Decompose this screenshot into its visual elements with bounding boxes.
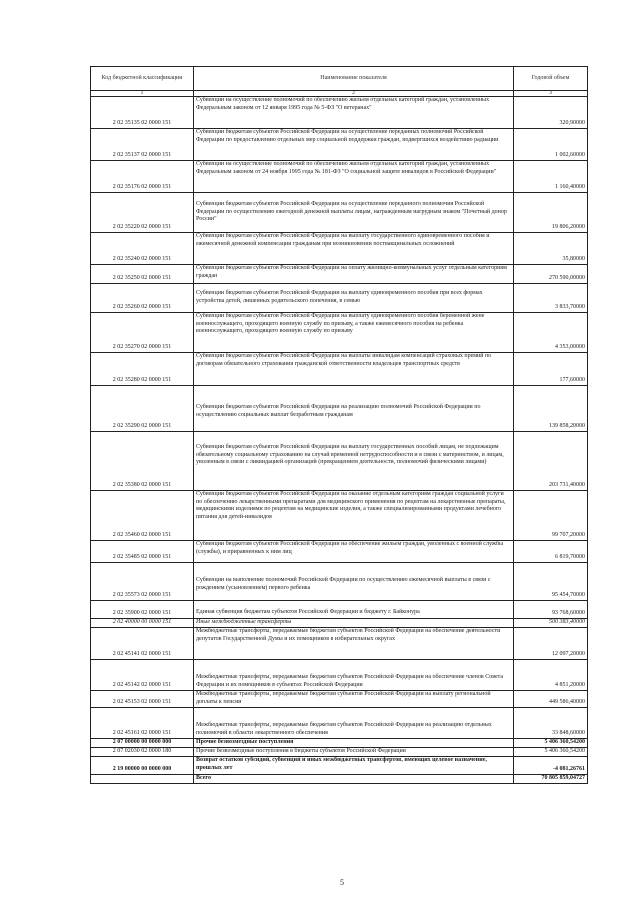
table-row [91, 284, 588, 313]
row-code: 2 07 00000 00 0000 000 [91, 739, 194, 748]
row-name: Прочие безвозмездные поступления в бюджеты субъектов Российской Федерации [194, 748, 514, 757]
row-name: Субвенции бюджетам субъектов Российской Федерации на выплату государственного единовременного пособия и ежемесячной денежной компенсации гражданам при возникновении поствакцинальных осложнений [194, 233, 514, 265]
row-value: -4 081,26761 [514, 757, 588, 775]
row-code: 2 02 35270 02 0000 151 [91, 313, 194, 353]
row-value: 4 851,20000 [514, 660, 588, 691]
table-row [91, 193, 588, 233]
table-row [91, 660, 588, 691]
row-value: 95 454,70000 [514, 563, 588, 601]
row-value: 35,80000 [514, 233, 588, 265]
row-value: 1 002,60000 [514, 129, 588, 161]
row-code: 2 02 35290 02 0000 151 [91, 386, 194, 432]
row-name: Межбюджетные трансферты, передаваемые бюджетам субъектов Российской Федерации на обеспечение деятельности депутатов Государственной Думы и их помощников в избирательных округах [194, 628, 514, 660]
row-value: 4 353,00000 [514, 313, 588, 353]
row-value: 500 383,40000 [514, 619, 588, 628]
row-name: Субвенции бюджетам субъектов Российской Федерации на выплату государственных пособий лицам, не подлежащим обязательному социальному страхованию на случай временной нетрудоспособности и в связи с материнством, и лицам, уволенным в связи с ликвидацией организаций (прекращением деятельности, полномочий физическими лицами) [194, 432, 514, 491]
row-code [91, 775, 194, 784]
table-row [91, 233, 588, 265]
row-name: Субвенции на осуществление полномочий по обеспечению жильем отдельных категорий граждан, установленных Федеральным законом от 12 января 1995 года № 5-ФЗ "О ветеранах" [194, 97, 514, 129]
table-row [91, 563, 588, 601]
column-number: 1 [91, 91, 194, 97]
row-value: 177,60000 [514, 353, 588, 386]
row-name: Межбюджетные трансферты, передаваемые бюджетам субъектов Российской Федерации на обеспечение членов Совета Федерации и их помощников в субъектах Российской Федерации [194, 660, 514, 691]
page-number: 5 [340, 878, 344, 887]
row-name: Межбюджетные трансферты, передаваемые бюджетам субъектов Российской Федерации на реализацию отдельных полномочий в области лекарственного обеспечения [194, 708, 514, 739]
row-code: 2 02 35260 02 0000 151 [91, 284, 194, 313]
row-name: Субвенции бюджетам субъектов Российской Федерации на оплату жилищно-коммунальных услуг отдельным категориям граждан [194, 265, 514, 284]
table-row [91, 491, 588, 541]
row-code: 2 02 35380 02 0000 151 [91, 432, 194, 491]
row-value: 139 858,20000 [514, 386, 588, 432]
row-code: 2 02 35240 02 0000 151 [91, 233, 194, 265]
row-code: 2 02 45141 02 0000 151 [91, 628, 194, 660]
column-number: 2 [194, 91, 514, 97]
row-name: Субвенции бюджетам субъектов Российской Федерации на выплату единовременного пособия беременной жене военнослужащего, проходящего военную службу по призыву, а также ежемесячного пособия на ребенка военнослужащего, проходящего военную службу по призыву [194, 313, 514, 353]
row-name: Субвенции бюджетам субъектов Российской Федерации на выплаты инвалидам компенсаций страховых премий по договорам обязательного страхования гражданской ответственности владельцев транспортных средств [194, 353, 514, 386]
table-row [91, 541, 588, 563]
table-row [91, 628, 588, 660]
row-name: Единая субвенция бюджетам субъектов Российской Федерации и бюджету г. Байконура [194, 601, 514, 619]
row-code: 2 02 35135 02 0000 151 [91, 97, 194, 129]
row-code: 2 02 35176 02 0000 151 [91, 161, 194, 193]
row-name: Иные межбюджетные трансферты [194, 619, 514, 628]
row-value: 12 097,20000 [514, 628, 588, 660]
header-value: Годовой объем [514, 67, 588, 91]
row-code: 2 02 45161 02 0000 151 [91, 708, 194, 739]
row-code: 2 02 35250 02 0000 151 [91, 265, 194, 284]
table-row [91, 432, 588, 491]
row-code: 2 02 35485 02 0000 151 [91, 541, 194, 563]
row-value: 1 160,40000 [514, 161, 588, 193]
row-value: 5 406 360,54200 [514, 748, 588, 757]
row-name: Возврат остатков субсидий, субвенций и иных межбюджетных трансфертов, имеющих целевое назначение, прошлых лет [194, 757, 514, 775]
table-row [91, 97, 588, 129]
header-name: Наименование показателя [194, 67, 514, 91]
table-row [91, 386, 588, 432]
row-code: 2 02 45153 02 0000 151 [91, 691, 194, 708]
table-row [91, 129, 588, 161]
row-value: 6 819,70000 [514, 541, 588, 563]
row-value: 70 805 859,04727 [514, 775, 588, 784]
row-code: 2 02 35573 02 0000 151 [91, 563, 194, 601]
table-row [91, 739, 588, 748]
table-row [91, 313, 588, 353]
row-name: Межбюджетные трансферты, передаваемые бюджетам субъектов Российской Федерации на выплату региональной доплаты к пенсии [194, 691, 514, 708]
row-code: 2 02 35900 02 0000 151 [91, 601, 194, 619]
row-code: 2 19 00000 00 0000 000 [91, 757, 194, 775]
row-name: Субвенции бюджетам субъектов Российской Федерации на осуществление переданных полномочий Российской Федерации по предоставлению отдельных мер социальной поддержки граждан, подвергшихся воздействию радиации [194, 129, 514, 161]
budget-table-sheet [90, 66, 587, 784]
row-name: Всего [194, 775, 514, 784]
row-value: 3 833,70000 [514, 284, 588, 313]
row-name: Субвенции бюджетам субъектов Российской Федерации на оказание отдельным категориям граждан социальной услуги по обеспечению лекарственными препаратами для медицинского применения по рецептам на лекарственные препараты, медицинскими изделиями по рецептам на медицинские изделия, а также специализированными продуктами лечебного питания для детей-инвалидов [194, 491, 514, 541]
row-name: Субвенции на осуществление полномочий по обеспечению жильем отдельных категорий граждан, установленных Федеральным законом от 24 ноября 1995 года № 181-ФЗ "О социальной защите инвалидов в Российской Федерации" [194, 161, 514, 193]
row-name: Субвенции бюджетам субъектов Российской Федерации на реализацию полномочий Российской Федерации по осуществлению социальных выплат безработным гражданам [194, 386, 514, 432]
table-row [91, 691, 588, 708]
row-value: 320,90000 [514, 97, 588, 129]
table-row [91, 748, 588, 757]
table-row [91, 775, 588, 784]
table-header-row [91, 67, 588, 91]
row-name: Прочие безвозмездные поступления [194, 739, 514, 748]
header-code: Код бюджетной классификации [91, 67, 194, 91]
table-row [91, 601, 588, 619]
table-row [91, 265, 588, 284]
table-row [91, 757, 588, 775]
row-code: 2 07 02030 02 0000 180 [91, 748, 194, 757]
row-name: Субвенции бюджетам субъектов Российской Федерации на осуществление переданного полномочия Российской Федерации по осуществлению ежегодной денежной выплаты лицам, награжденным нагрудным знаком "Почетный донор России" [194, 193, 514, 233]
row-value: 5 406 360,54200 [514, 739, 588, 748]
row-value: 270 590,00000 [514, 265, 588, 284]
row-code: 2 02 35460 02 0000 151 [91, 491, 194, 541]
table-row [91, 353, 588, 386]
row-value: 33 848,60000 [514, 708, 588, 739]
row-value: 93 768,60000 [514, 601, 588, 619]
row-code: 2 02 35220 02 0000 151 [91, 193, 194, 233]
row-name: Субвенции бюджетам субъектов Российской Федерации на обеспечение жильем граждан, уволенных с военной службы (службы), и приравненных к ним лиц [194, 541, 514, 563]
column-number: 3 [514, 91, 588, 97]
row-name: Субвенции на выполнение полномочий Российской Федерации по осуществлению ежемесячной выплаты в связи с рождением (усыновлением) первого ребенка [194, 563, 514, 601]
table-row [91, 161, 588, 193]
table-row [91, 619, 588, 628]
row-value: 203 731,40000 [514, 432, 588, 491]
row-value: 19 806,20000 [514, 193, 588, 233]
row-value: 449 586,40000 [514, 691, 588, 708]
row-code: 2 02 35280 02 0000 151 [91, 353, 194, 386]
row-value: 99 707,20000 [514, 491, 588, 541]
row-name: Субвенции бюджетам субъектов Российской Федерации на выплату единовременного пособия при всех формах устройства детей, лишенных родительского попечения, в семью [194, 284, 514, 313]
row-code: 2 02 35137 02 0000 151 [91, 129, 194, 161]
row-code: 2 02 45142 02 0000 151 [91, 660, 194, 691]
budget-table [90, 66, 588, 784]
row-code: 2 02 40000 00 0000 151 [91, 619, 194, 628]
table-row [91, 708, 588, 739]
